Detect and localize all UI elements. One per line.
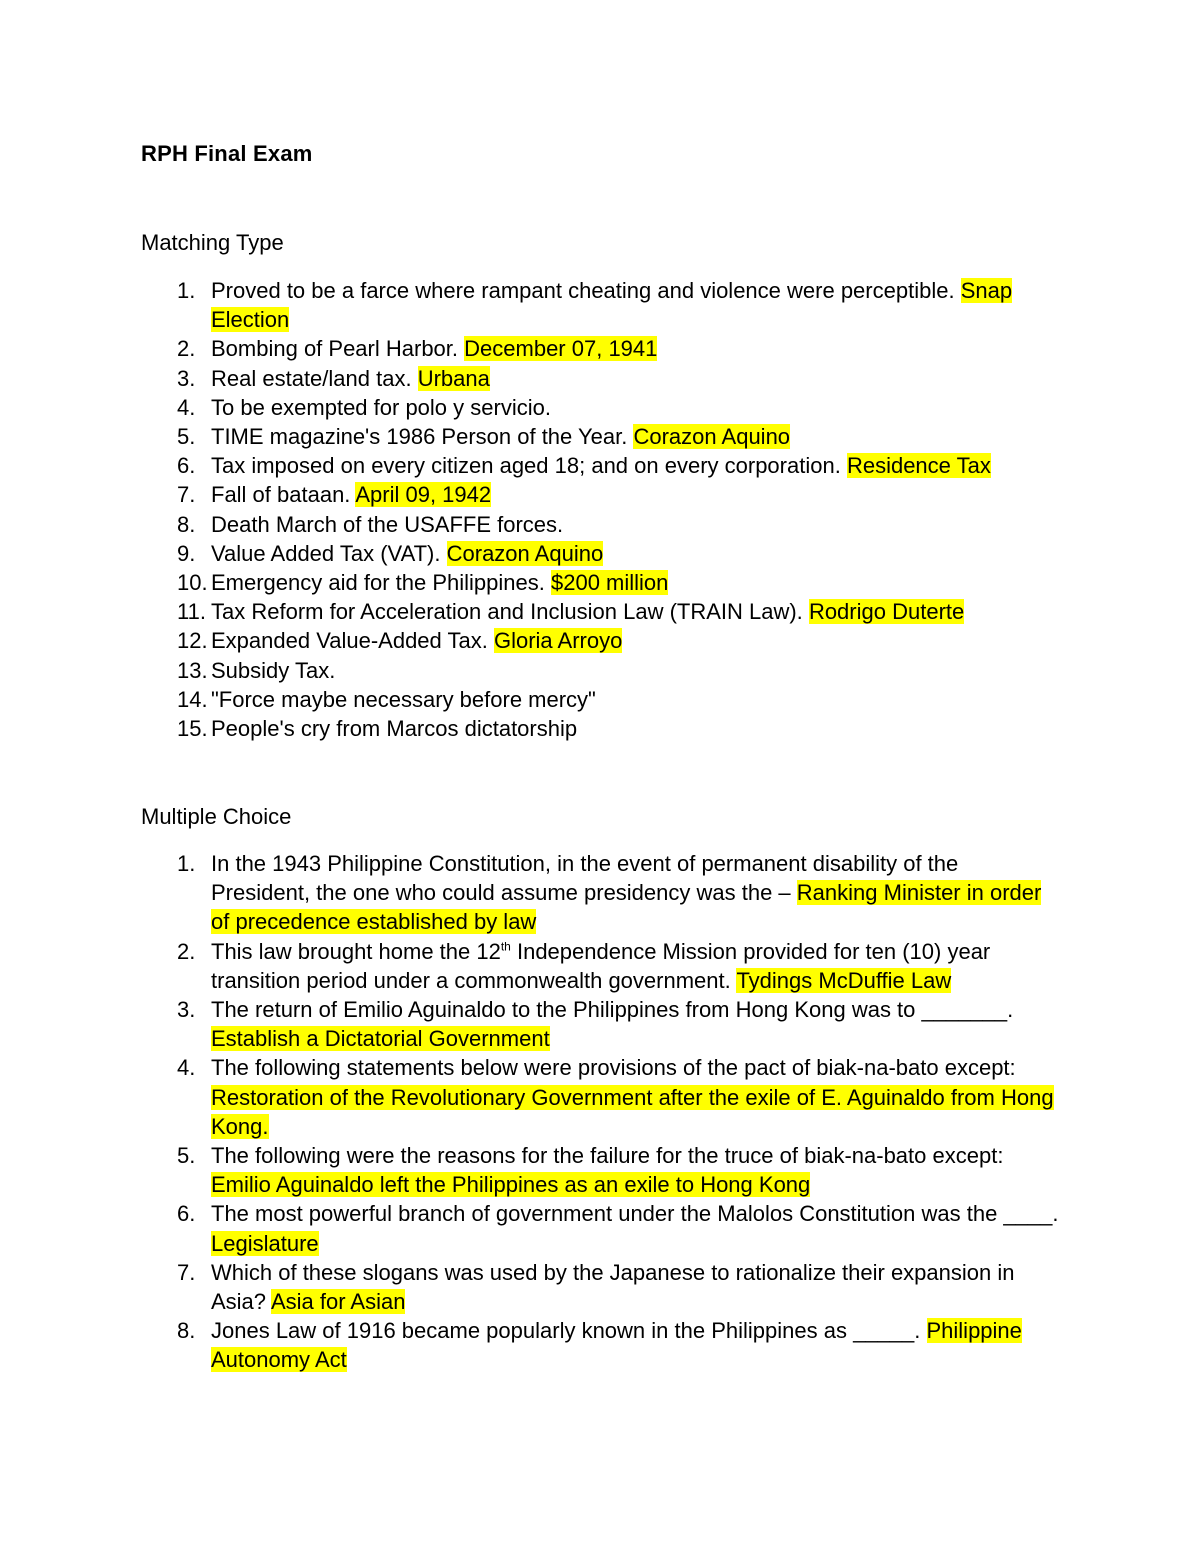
list-item — [0, 849, 1200, 937]
item-body — [211, 1141, 1061, 1199]
list-item — [0, 1053, 1200, 1141]
list-item — [0, 1141, 1200, 1199]
item-body — [211, 422, 1061, 451]
item-body — [211, 656, 1061, 685]
item-number: 10. — [177, 570, 208, 596]
superscript: th — [500, 939, 511, 954]
item-number: 3. — [177, 365, 196, 391]
item-number: 4. — [177, 394, 196, 420]
question-text: Which of these slogans was used by the Japanese to rationalize their expansion in Asia? — [211, 1259, 1015, 1315]
item-number: 9. — [177, 540, 196, 566]
item-body — [211, 1199, 1061, 1257]
item-number: 13. — [177, 657, 208, 683]
question-text: Subsidy Tax. — [211, 657, 336, 683]
item-body — [211, 510, 1061, 539]
item-body — [211, 714, 1061, 743]
question-text: Proved to be a farce where rampant cheating and violence were perceptible. — [211, 278, 955, 303]
item-body — [211, 685, 1061, 714]
highlighted-answer: Residence Tax — [846, 453, 991, 479]
item-number: 14. — [177, 686, 208, 712]
item-body — [211, 995, 1061, 1053]
question-text: Tax imposed on every citizen aged 18; and on every corporation. — [211, 453, 841, 479]
item-body — [211, 1316, 1061, 1374]
question-text: TIME magazine's 1986 Person of the Year. — [211, 424, 628, 450]
multiple-choice-list — [0, 849, 1200, 1375]
list-item — [0, 1258, 1200, 1316]
highlighted-answer: Gloria Arroyo — [493, 628, 623, 654]
list-item — [0, 656, 1200, 685]
item-body — [211, 451, 1061, 480]
highlighted-answer: $200 million — [550, 570, 669, 596]
list-item — [0, 364, 1200, 393]
question-text: Jones Law of 1916 became popularly known in the Philippines as _____. — [211, 1318, 921, 1344]
item-body — [211, 480, 1061, 509]
list-item — [0, 480, 1200, 509]
question-text: The following statements below were provisions of the pact of biak-na-bato except: — [211, 1055, 1016, 1081]
list-item — [0, 1199, 1200, 1257]
question-text: The return of Emilio Aguinaldo to the Philippines from Hong Kong was to _______. — [211, 997, 1014, 1023]
list-item — [0, 597, 1200, 626]
item-number: 2. — [177, 938, 196, 964]
item-number: 12. — [177, 628, 208, 654]
item-body — [211, 276, 1061, 334]
document-title: RPH Final Exam — [141, 141, 313, 166]
item-body — [211, 568, 1061, 597]
question-text: Death March of the USAFFE forces. — [211, 511, 564, 537]
question-text: Fall of bataan. — [211, 482, 351, 508]
item-body — [211, 937, 1061, 995]
question-text: To be exempted for polo y servicio. — [211, 394, 551, 420]
highlighted-answer: Corazon Aquino — [633, 424, 791, 450]
matching-type-list — [0, 276, 1200, 743]
item-number: 5. — [177, 424, 196, 450]
list-item — [0, 937, 1200, 995]
item-number: 4. — [177, 1055, 196, 1081]
item-body — [211, 597, 1061, 626]
highlighted-answer: Emilio Aguinaldo left the Philippines as an exile to Hong Kong — [211, 1172, 811, 1198]
item-number: 1. — [177, 278, 196, 303]
list-item — [0, 539, 1200, 568]
item-number: 5. — [177, 1143, 196, 1169]
item-number: 7. — [177, 482, 196, 508]
highlighted-answer: Asia for Asian — [270, 1289, 406, 1315]
item-number: 2. — [177, 336, 196, 362]
highlighted-answer: Snap Election — [211, 278, 1013, 333]
highlighted-answer: Tydings McDuffie Law — [736, 967, 952, 993]
list-item — [0, 393, 1200, 422]
item-body — [211, 849, 1061, 937]
question-text: In the 1943 Philippine Constitution, in the event of permanent disability of the President, the one who could assume presidency was the – — [211, 851, 959, 906]
question-text: The following were the reasons for the failure for the truce of biak-na-bato except: — [211, 1143, 1004, 1169]
item-body — [211, 393, 1061, 422]
item-number: 3. — [177, 997, 196, 1023]
item-number: 15. — [177, 716, 208, 742]
list-item — [0, 714, 1200, 743]
question-text: Expanded Value-Added Tax. — [211, 628, 488, 654]
list-item — [0, 451, 1200, 480]
item-body — [211, 1258, 1061, 1316]
question-text: "Force maybe necessary before mercy" — [211, 686, 596, 712]
question-text: The most powerful branch of government under the Malolos Constitution was the ____. — [211, 1201, 1059, 1227]
highlighted-answer: April 09, 1942 — [355, 482, 492, 508]
highlighted-answer: Restoration of the Revolutionary Government after the exile of E. Aguinaldo from Hong Kong. — [211, 1084, 1054, 1139]
highlighted-answer: Rodrigo Duterte — [808, 599, 965, 625]
question-text-continued: Independence Mission provided for ten (10) year transition period under a commonwealth government. — [211, 938, 991, 993]
list-item — [0, 276, 1200, 334]
question-text: People's cry from Marcos dictatorship — [211, 716, 578, 742]
item-number: 8. — [177, 511, 196, 537]
list-item — [0, 626, 1200, 655]
item-number: 6. — [177, 453, 196, 479]
item-number: 6. — [177, 1201, 196, 1227]
item-body — [211, 626, 1061, 655]
multiple-choice-heading: Multiple Choice — [141, 804, 292, 829]
question-text: Bombing of Pearl Harbor. — [211, 336, 459, 362]
question-text: Tax Reform for Acceleration and Inclusion Law (TRAIN Law). — [211, 599, 803, 625]
highlighted-answer: Corazon Aquino — [446, 540, 604, 566]
highlighted-answer: Establish a Dictatorial Government — [211, 1026, 550, 1052]
item-body — [211, 539, 1061, 568]
item-number: 11. — [177, 599, 206, 625]
list-item — [0, 510, 1200, 539]
highlighted-answer: Legislature — [211, 1230, 319, 1256]
list-item — [0, 568, 1200, 597]
highlighted-answer: Ranking Minister in order of precedence established by law — [211, 880, 1042, 935]
item-body — [211, 334, 1061, 363]
highlighted-answer: Urbana — [417, 365, 490, 391]
highlighted-answer: December 07, 1941 — [464, 336, 658, 362]
highlighted-answer: Philippine Autonomy Act — [211, 1318, 1022, 1373]
item-body — [211, 364, 1061, 393]
matching-type-heading: Matching Type — [141, 230, 284, 255]
list-item — [0, 422, 1200, 451]
item-number: 8. — [177, 1318, 196, 1344]
question-text: Real estate/land tax. — [211, 365, 412, 391]
question-text: Value Added Tax (VAT). — [211, 540, 441, 566]
list-item — [0, 1316, 1200, 1374]
list-item — [0, 685, 1200, 714]
list-item — [0, 334, 1200, 363]
question-text: This law brought home the 12 — [211, 938, 501, 964]
item-body — [211, 1053, 1061, 1141]
list-item — [0, 995, 1200, 1053]
item-number: 7. — [177, 1259, 196, 1285]
item-number: 1. — [177, 851, 196, 876]
question-text: Emergency aid for the Philippines. — [211, 570, 545, 596]
